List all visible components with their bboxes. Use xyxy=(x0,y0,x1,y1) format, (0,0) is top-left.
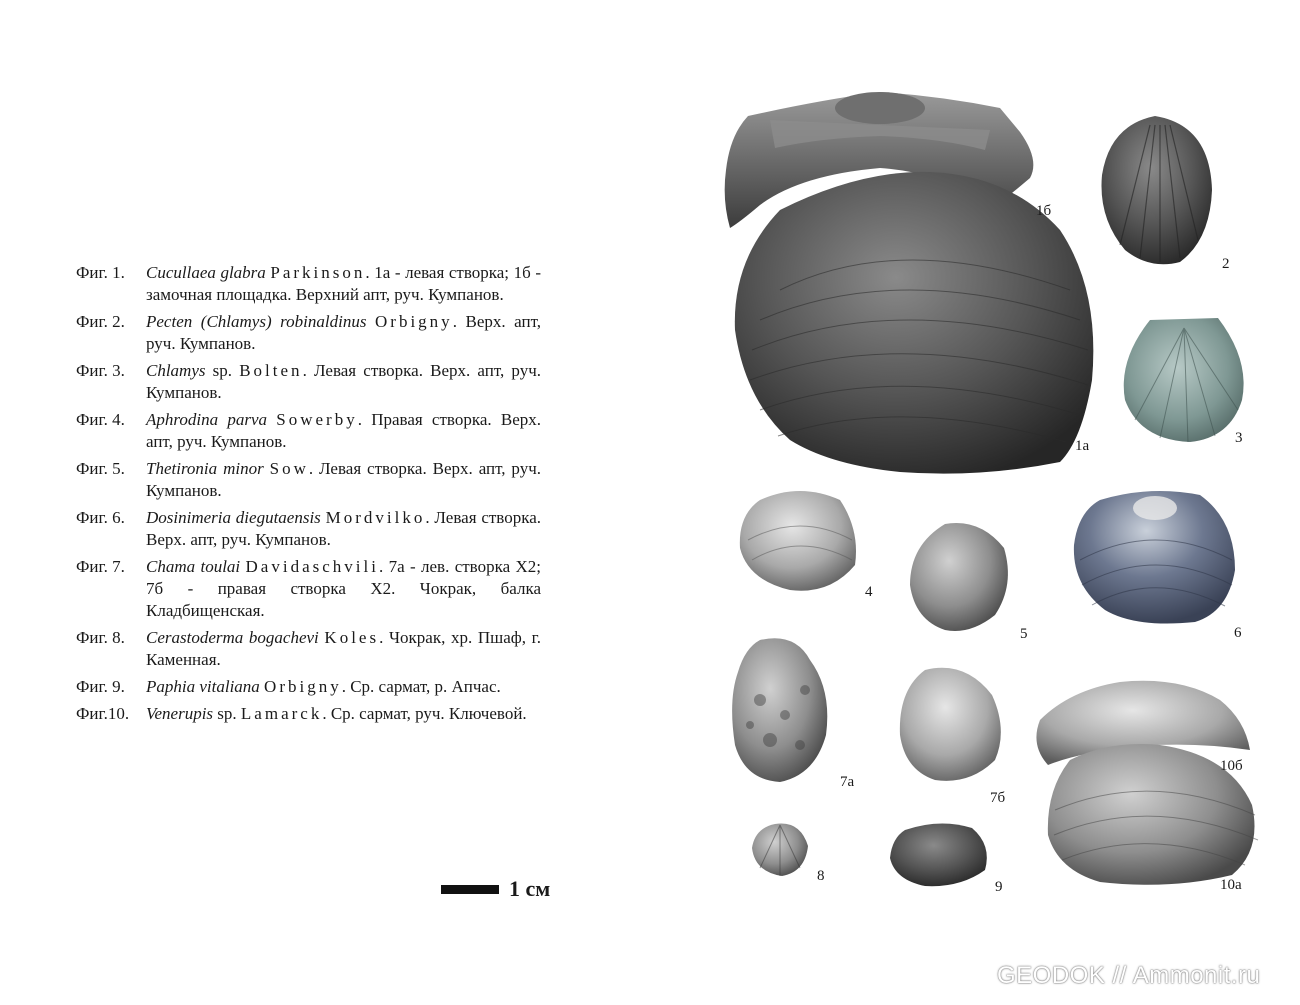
label-1a: 1а xyxy=(1075,438,1090,454)
caption-description: . Левая створка. Верх. апт, руч. Кумпанов. xyxy=(146,459,541,500)
caption-description: . Верх. апт, руч. Кумпанов. xyxy=(146,312,541,353)
caption-species: Cerastoderma bogachevi xyxy=(146,628,319,647)
fossil-3 xyxy=(1124,318,1244,442)
fossil-2 xyxy=(1101,116,1212,264)
caption-species: Pecten (Chlamys) robinaldinus xyxy=(146,312,367,331)
caption-species: Venerupis xyxy=(146,704,214,723)
label-10b: 10б xyxy=(1220,758,1243,774)
caption-species: Chama toulai xyxy=(146,557,241,576)
caption-description: . Чокрак, хр. Пшаф, г. Каменная. xyxy=(146,628,541,669)
caption-author: Sowerby xyxy=(276,410,358,429)
caption-species: Thetironia minor xyxy=(146,459,264,478)
caption-species: Chlamys xyxy=(146,361,206,380)
label-8: 8 xyxy=(817,868,825,884)
caption-description: . Ср. сармат, руч. Ключевой. xyxy=(322,704,527,723)
caption-author: Lamarck xyxy=(240,704,323,723)
caption-sp-abbrev: sp. xyxy=(217,704,237,723)
fossil-7a xyxy=(732,638,827,782)
fossil-9 xyxy=(890,823,987,886)
caption-number: Фиг. 4. xyxy=(76,410,125,429)
label-10a: 10а xyxy=(1220,877,1242,893)
caption-species: Paphia vitaliana xyxy=(146,677,260,696)
label-2: 2 xyxy=(1222,256,1230,272)
caption-number: Фиг. 2. xyxy=(76,312,125,331)
caption-number: Фиг. 8. xyxy=(76,628,125,647)
label-7a: 7а xyxy=(840,774,855,790)
caption-author: Parkinson xyxy=(270,263,366,282)
caption-author: Sow xyxy=(269,459,309,478)
caption-author: Bolten xyxy=(239,361,303,380)
caption-species: Dosinimeria diegutaensis xyxy=(146,508,321,527)
caption-author: Orbigny xyxy=(264,677,342,696)
caption-species: Aphrodina parva xyxy=(146,410,267,429)
caption-number: Фиг. 6. xyxy=(76,508,125,527)
caption-number: Фиг. 1. xyxy=(76,263,125,282)
label-7b: 7б xyxy=(990,790,1006,806)
label-4: 4 xyxy=(865,584,873,600)
caption-number: Фиг. 5. xyxy=(76,459,125,478)
label-6: 6 xyxy=(1234,625,1242,641)
caption-description: . 7а - лев. створка X2; 7б - правая створка X2. Чокрак, балка Кладбищенская. xyxy=(146,557,541,620)
caption-author: Orbigny xyxy=(375,312,453,331)
caption-sp-abbrev: sp. xyxy=(212,361,233,380)
caption-description: . Левая створка. Верх. апт, руч. Кумпанов. xyxy=(146,361,541,402)
fossil-4 xyxy=(740,491,856,591)
label-3: 3 xyxy=(1235,430,1243,446)
fossil-5 xyxy=(910,523,1008,631)
fossil-6 xyxy=(1074,491,1235,624)
label-9: 9 xyxy=(995,879,1003,895)
caption-number: Фиг.10. xyxy=(76,704,130,723)
caption-description: . Левая створка. Верх. апт, руч. Кумпанов. xyxy=(146,508,542,549)
label-5: 5 xyxy=(1020,626,1028,642)
caption-description: . 1а - левая створка; 1б - замочная площадка. Верхний апт, руч. Кумпанов. xyxy=(146,263,542,304)
caption-description: . Правая створка. Верх. апт, руч. Кумпанов. xyxy=(146,410,541,451)
caption-author: Mordvilko xyxy=(325,508,426,527)
watermark: GEODOK // Ammonit.ru xyxy=(997,962,1261,989)
label-1b: 1б xyxy=(1036,203,1052,219)
caption-number: Фиг. 7. xyxy=(76,557,125,576)
caption-description: . Ср. сармат, р. Апчас. xyxy=(341,677,501,696)
caption-author: Davidaschvili xyxy=(245,557,379,576)
scale-bar-label: 1 см xyxy=(509,876,551,901)
fossil-8 xyxy=(752,823,808,876)
caption-species: Cucullaea glabra xyxy=(146,263,266,282)
caption-number: Фиг. 9. xyxy=(76,677,125,696)
caption-number: Фиг. 3. xyxy=(76,361,125,380)
fossil-7b xyxy=(900,668,1001,781)
caption-author: Koles xyxy=(324,628,380,647)
